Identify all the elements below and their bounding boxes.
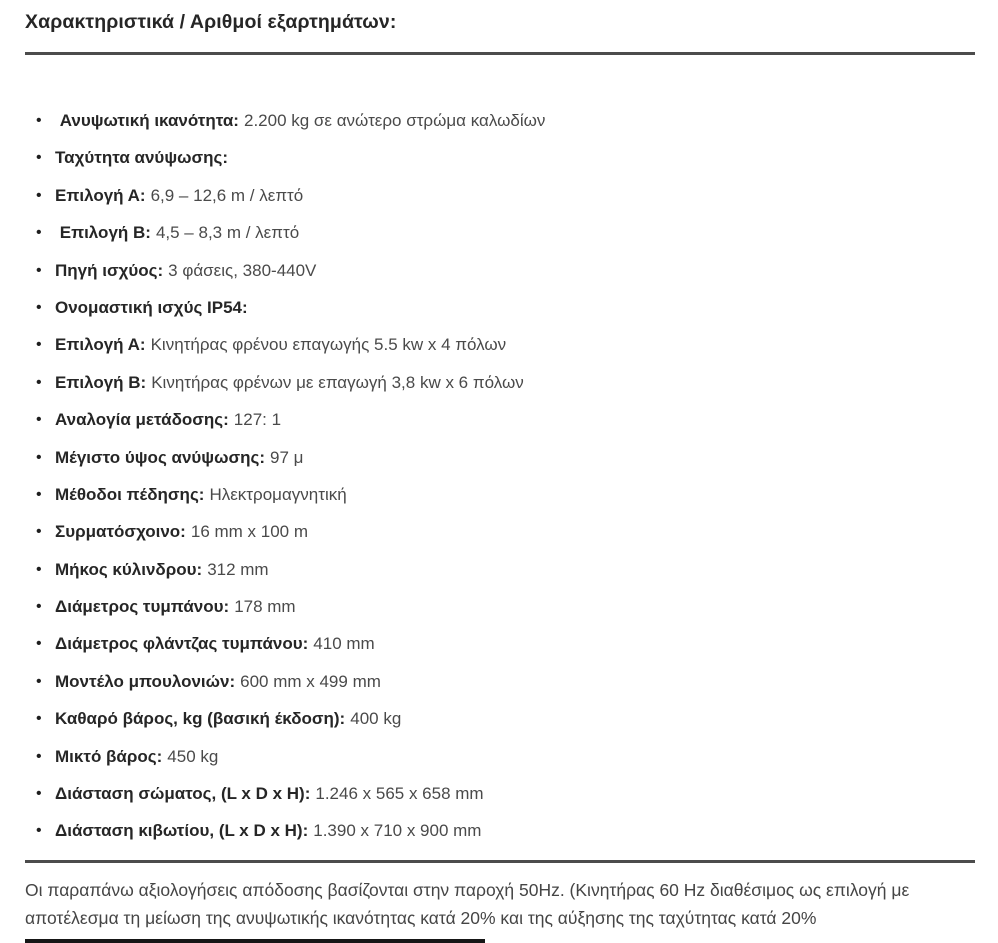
bullet-icon: • <box>36 112 42 129</box>
spec-item <box>25 748 975 765</box>
spec-item <box>25 187 975 204</box>
spec-value: Κινητήρας φρένων με επαγωγή 3,8 kw x 6 πόλων <box>151 372 524 392</box>
spec-item <box>25 561 975 578</box>
spec-label: Ανυψωτική ικανότητα: <box>55 111 239 130</box>
spec-value: 1.246 x 565 x 658 mm <box>315 784 484 804</box>
spec-text <box>55 822 481 839</box>
bottom-rule <box>25 939 485 943</box>
spec-item <box>25 262 975 279</box>
bullet-icon: • <box>36 785 42 803</box>
spec-item <box>25 449 975 466</box>
spec-text <box>55 112 545 129</box>
top-rule <box>25 52 975 55</box>
bullet-icon: • <box>36 261 42 279</box>
spec-item <box>25 374 975 391</box>
spec-text <box>55 486 347 503</box>
spec-item <box>25 822 975 839</box>
spec-list <box>25 112 975 839</box>
spec-text <box>55 149 228 166</box>
bullet-icon: • <box>36 373 42 391</box>
spec-value: 410 mm <box>313 634 375 654</box>
spec-value: 2.200 kg σε ανώτερο στρώμα καλωδίων <box>243 111 546 130</box>
spec-value: 312 mm <box>207 559 269 579</box>
spec-value: 400 kg <box>350 709 402 729</box>
bullet-icon: • <box>36 149 42 167</box>
spec-label: Μέθοδοι πέδησης: <box>55 484 205 504</box>
spec-item <box>25 336 975 353</box>
spec-text <box>55 299 248 316</box>
spec-value: Κινητήρας φρένου επαγωγής 5.5 kw x 4 πόλων <box>150 335 507 355</box>
spec-label: Αναλογία μετάδοσης: <box>55 410 229 430</box>
spec-label: Συρματόσχοινο: <box>55 522 186 542</box>
bullet-icon: • <box>36 672 42 690</box>
spec-text <box>55 187 303 204</box>
spec-item <box>25 523 975 540</box>
spec-item <box>25 224 975 241</box>
spec-item <box>25 112 975 129</box>
spec-value: 178 mm <box>234 597 296 617</box>
bullet-icon: • <box>36 710 42 728</box>
bullet-icon: • <box>36 186 42 204</box>
spec-label: Καθαρό βάρος, kg (βασική έκδοση): <box>55 709 346 729</box>
spec-value: 97 μ <box>270 447 304 467</box>
bullet-icon: • <box>36 448 42 466</box>
spec-item <box>25 785 975 802</box>
spec-label: Διάσταση κιβωτίου, (L x D x H): <box>55 821 309 841</box>
spec-text <box>55 411 281 428</box>
spec-text <box>55 598 296 615</box>
spec-item <box>25 299 975 316</box>
spec-item <box>25 673 975 690</box>
spec-label: Μήκος κύλινδρου: <box>55 559 203 579</box>
bullet-icon: • <box>36 523 42 541</box>
spec-label: Ταχύτητα ανύψωσης: <box>55 148 228 168</box>
bullet-icon: • <box>36 635 42 653</box>
spec-item <box>25 635 975 652</box>
spec-value: 3 φάσεις, 380-440V <box>168 260 317 280</box>
bullet-icon: • <box>36 485 42 503</box>
spec-text <box>55 673 381 690</box>
spec-text <box>55 336 506 353</box>
bullet-icon: • <box>36 298 42 316</box>
spec-item <box>25 710 975 727</box>
bullet-icon: • <box>36 224 42 242</box>
bullet-icon: • <box>36 598 42 616</box>
page-title: Χαρακτηριστικά / Αριθμοί εξαρτημάτων: <box>25 11 397 33</box>
spec-label: Επιλογή Α: <box>55 185 146 205</box>
bullet-icon: • <box>36 747 42 765</box>
divider-rule <box>25 860 975 863</box>
spec-item <box>25 598 975 615</box>
spec-item <box>25 486 975 503</box>
spec-value: 1.390 x 710 x 900 mm <box>313 821 482 841</box>
spec-label: Επιλογή Β: <box>55 372 147 392</box>
spec-label: Μοντέλο μπουλονιών: <box>55 671 236 691</box>
spec-value: 127: 1 <box>233 410 282 430</box>
spec-item <box>25 149 975 166</box>
spec-text <box>55 710 401 727</box>
spec-text <box>55 785 484 802</box>
spec-value: Ηλεκτρομαγνητική <box>209 484 347 504</box>
footnote: Οι παραπάνω αξιολογήσεις απόδοσης βασίζονται στην παροχή 50Hz. (Κινητήρας 60 Hz διαθέσιμος ως επιλογή με αποτέλεσμα τη μείωση της ανυψωτικής ικανότητας κατά 20% και της αύξησης της ταχύτητας κατά 20% <box>25 879 910 928</box>
spec-text <box>55 635 375 652</box>
spec-label: Διάμετρος τυμπάνου: <box>55 597 230 617</box>
spec-label: Διάσταση σώματος, (L x D x H): <box>55 784 311 804</box>
spec-label: Μέγιστο ύψος ανύψωσης: <box>55 447 265 467</box>
spec-label: Ονομαστική ισχύς IP54: <box>55 297 248 317</box>
spec-label: Διάμετρος φλάντζας τυμπάνου: <box>55 634 309 654</box>
spec-text <box>55 561 269 578</box>
bullet-icon: • <box>36 411 42 429</box>
spec-text <box>55 224 299 241</box>
bullet-icon: • <box>36 336 42 354</box>
spec-label: Επιλογή Α: <box>55 335 146 355</box>
bullet-icon: • <box>36 560 42 578</box>
spec-value: 600 mm x 499 mm <box>240 671 381 691</box>
spec-value: 4,5 – 8,3 m / λεπτό <box>155 223 300 243</box>
spec-text <box>55 523 308 540</box>
spec-label: Επιλογή Β: <box>55 223 151 243</box>
spec-text <box>55 374 524 391</box>
spec-text <box>55 262 316 279</box>
bullet-icon: • <box>36 822 42 840</box>
spec-text <box>55 748 218 765</box>
spec-value: 6,9 – 12,6 m / λεπτό <box>150 185 304 205</box>
spec-label: Πηγή ισχύος: <box>55 260 164 280</box>
spec-text <box>55 449 303 466</box>
spec-value: 16 mm x 100 m <box>190 522 309 542</box>
spec-label: Μικτό βάρος: <box>55 746 163 766</box>
spec-value: 450 kg <box>167 746 219 766</box>
spec-item <box>25 411 975 428</box>
